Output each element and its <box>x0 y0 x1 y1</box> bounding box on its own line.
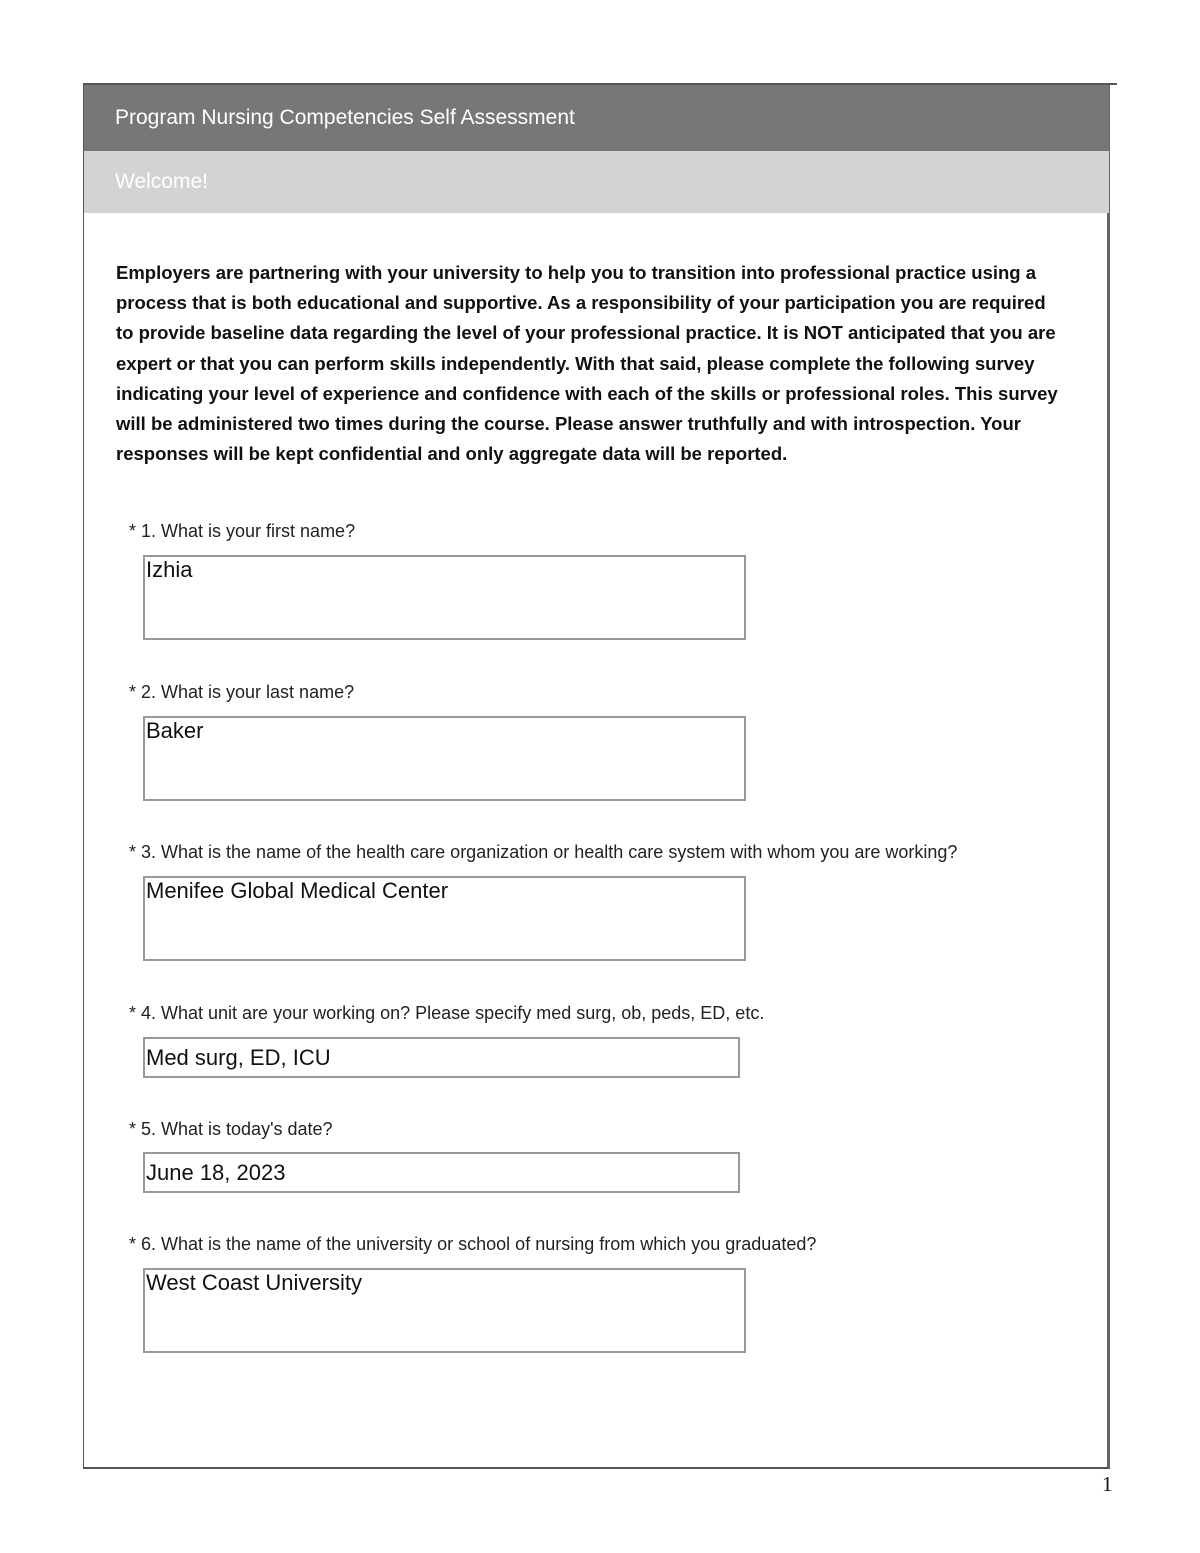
school-field[interactable]: West Coast University <box>143 1268 746 1353</box>
organization-field[interactable]: Menifee Global Medical Center <box>143 876 746 961</box>
question-2-label: * 2. What is your last name? <box>129 682 355 702</box>
survey-title-bar <box>84 85 1109 151</box>
welcome-bar <box>84 151 1109 213</box>
date-field[interactable]: June 18, 2023 <box>143 1152 740 1193</box>
first-name-field[interactable]: Izhia <box>143 555 746 640</box>
question-5-label: * 5. What is today's date? <box>129 1119 333 1139</box>
survey-title: Program Nursing Competencies Self Assessment <box>115 106 575 129</box>
unit-field[interactable]: Med surg, ED, ICU <box>143 1037 740 1078</box>
intro-paragraph: Employers are partnering with your university to help you to transition into professional practice using a process that is both educational and supportive. As a responsibility of your participation you are required to provide baseline data regarding the level of your professional practice. It is NOT anticipated that you are expert or that you can perform skills independently. With that said, please complete the following survey indicating your level of experience and confidence with each of the skills or professional roles. This survey will be administered two times during the course. Please answer truthfully and with introspection. Your responses will be kept confidential and only aggregate data will be reported. <box>116 262 1058 465</box>
question-4-label: * 4. What unit are your working on? Please specify med surg, ob, peds, ED, etc. <box>129 1003 765 1023</box>
welcome-heading: Welcome! <box>115 170 208 193</box>
question-3-label: * 3. What is the name of the health care organization or health care system with whom you are working? <box>129 842 958 862</box>
question-6-label: * 6. What is the name of the university or school of nursing from which you graduated? <box>129 1234 817 1254</box>
last-name-field[interactable]: Baker <box>143 716 746 801</box>
question-1-label: * 1. What is your first name? <box>129 521 356 541</box>
page-number: 1 <box>1102 1472 1113 1496</box>
